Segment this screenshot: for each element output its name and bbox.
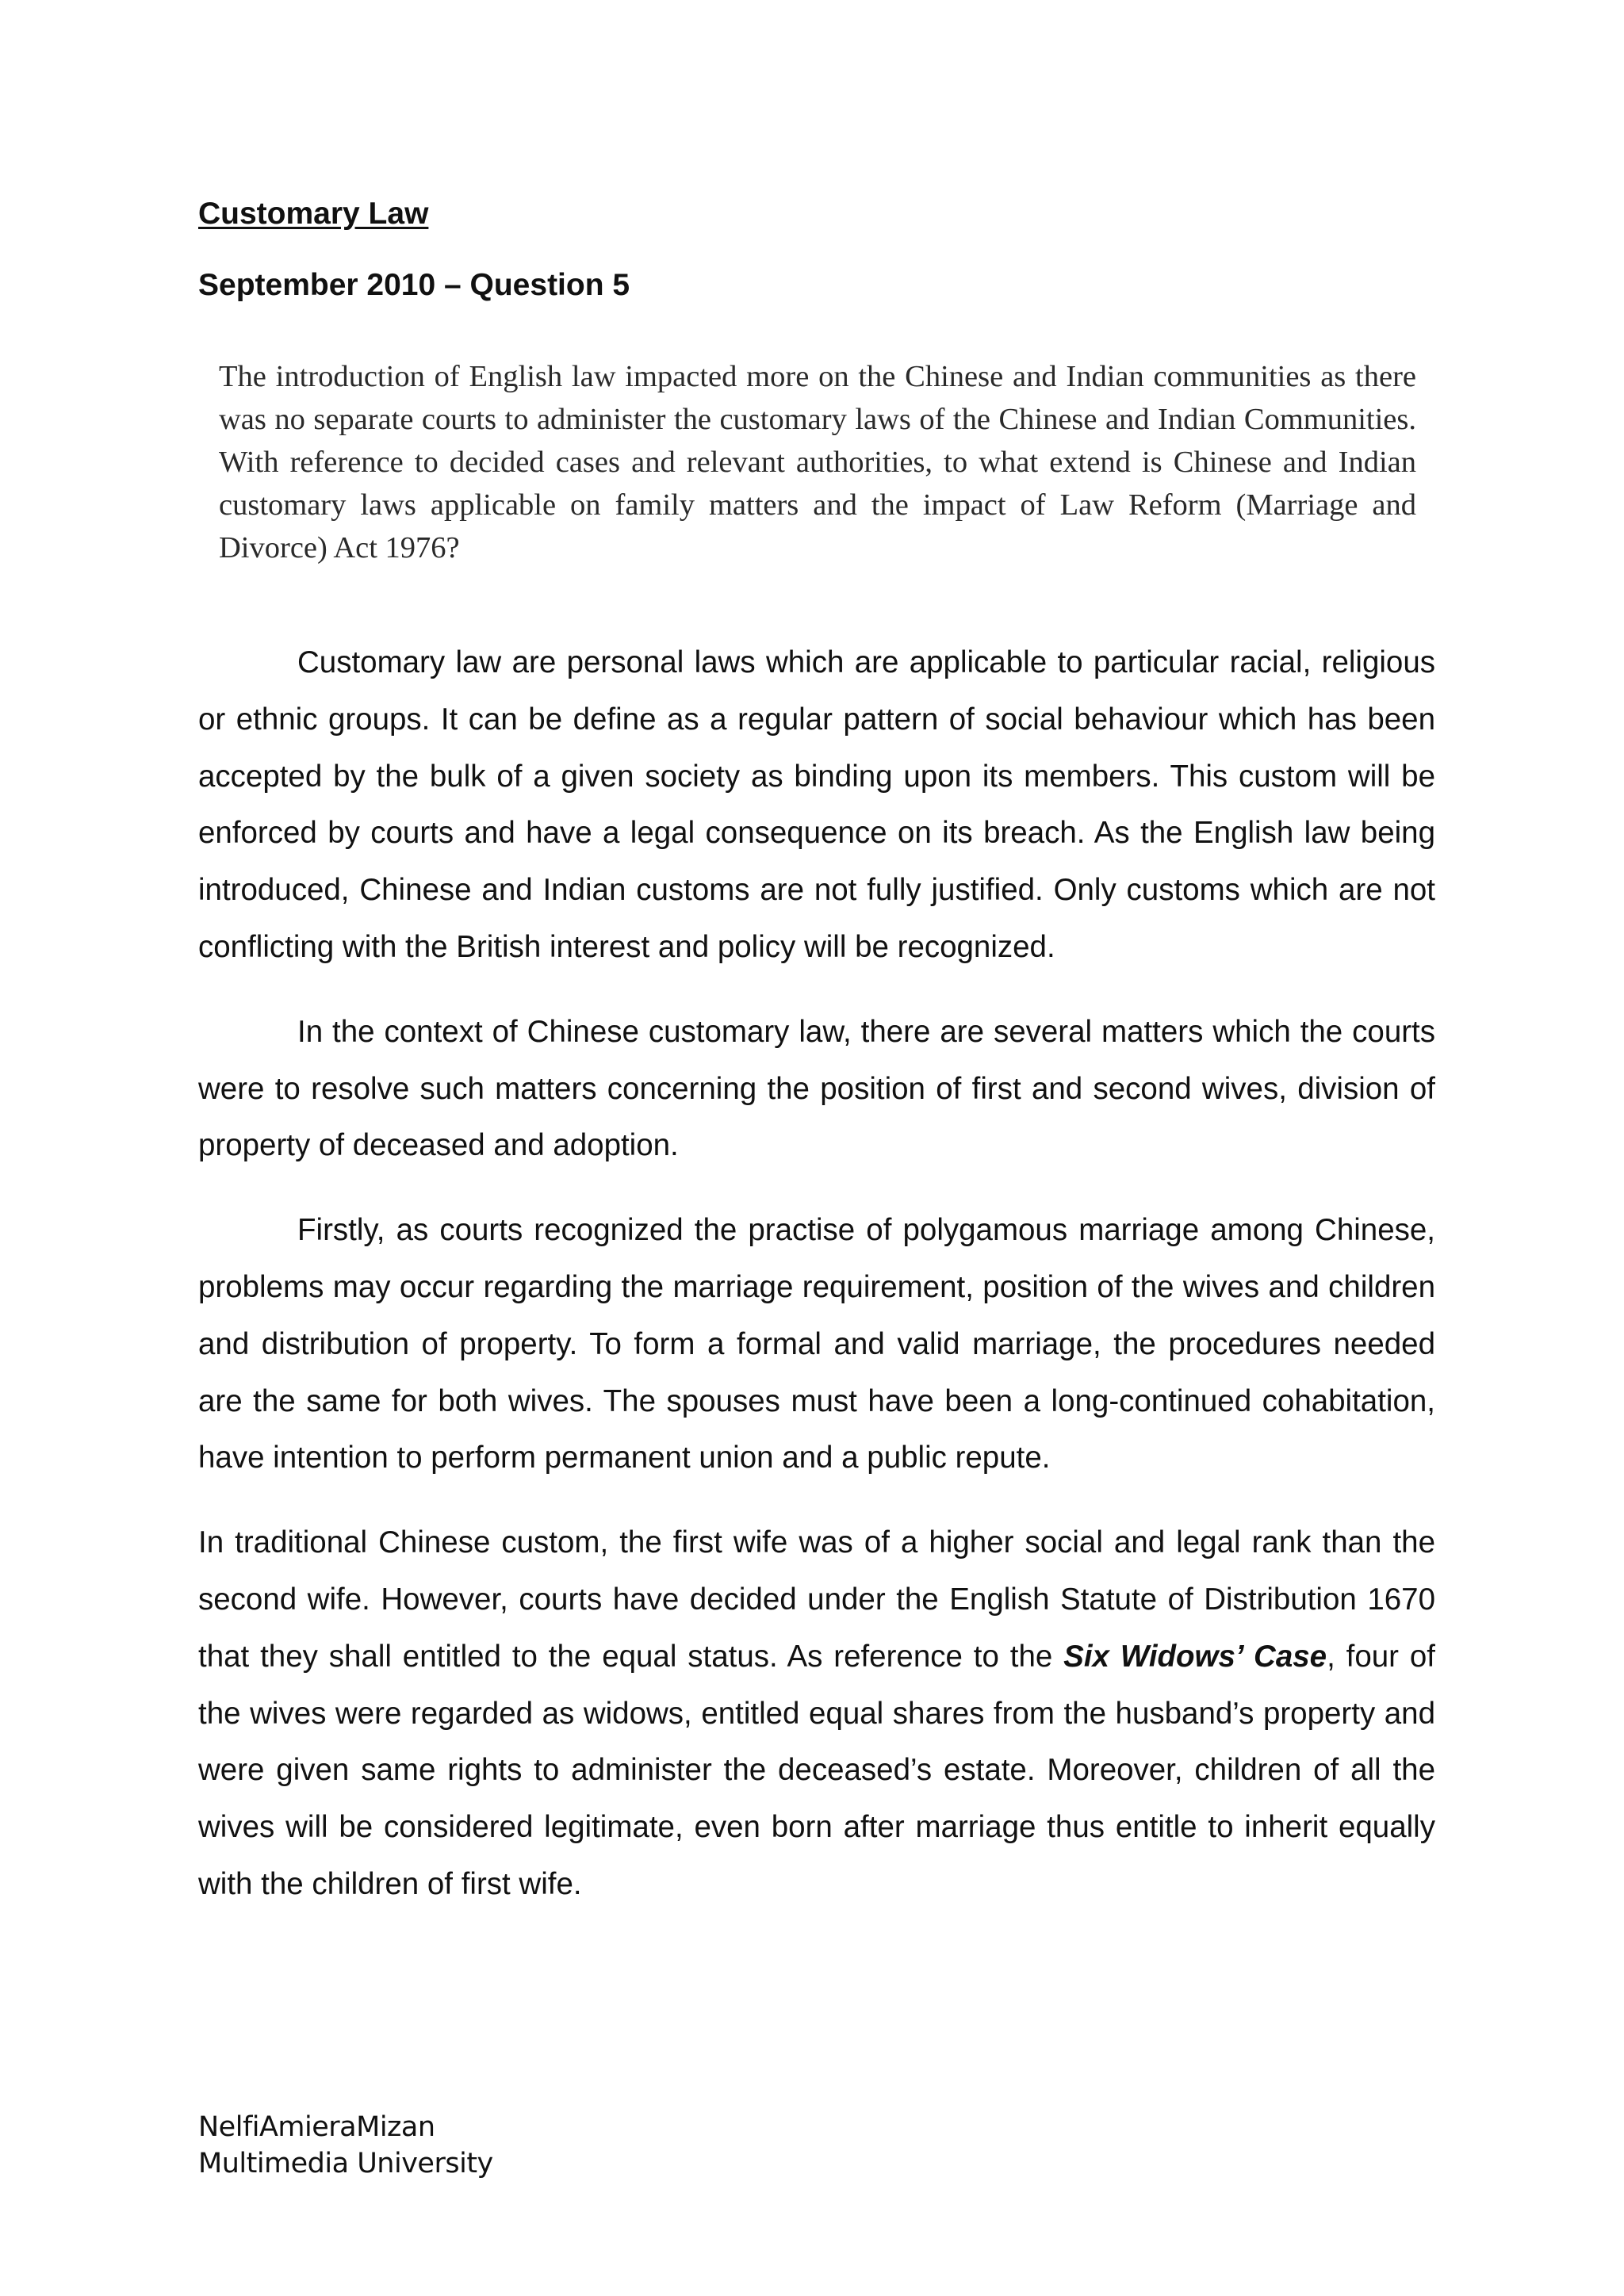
document-title: Customary Law bbox=[198, 197, 429, 231]
paragraph-4-text-before: In traditional Chinese custom, the first wife was of a higher social and legal rank than the second wife. However, courts have decided under the English Statute of Distribution 1670 that they shall entitled to the equal status. As reference to the bbox=[198, 1525, 1435, 1674]
footer-institution: Multimedia University bbox=[198, 2148, 493, 2179]
paragraph-4-text-after: , four of the wives were regarded as widows, entitled equal shares from the husband’s property and were given same rights to administer the deceased’s estate. Moreover, children of all the wives will be considered legitimate, even born after marriage thus entitle to inherit equally with the children of first wife. bbox=[198, 1639, 1435, 1901]
paragraph-2: In the context of Chinese customary law, there are several matters which the courts were to resolve such matters concerning the position of first and second wives, division of property of deceased and adoption. bbox=[198, 1014, 1435, 1163]
question-excerpt: The introduction of English law impacted more on the Chinese and Indian communities as there was no separate courts to administer the customary laws of the Chinese and Indian Communities. With reference to decided cases and relevant authorities, to what extend is Chinese and Indian customary laws applicable on family matters and the impact of Law Reform (Marriage and Divorce) Act 1976? bbox=[219, 360, 1416, 564]
footer bbox=[198, 2109, 493, 2182]
paragraph-1: Customary law are personal laws which are applicable to particular racial, religious or ethnic groups. It can be define as a regular pattern of social behaviour which has been accepted by the bulk of a given society as binding upon its members. This custom will be enforced by courts and have a legal consequence on its breach. As the English law being introduced, Chinese and Indian customs are not fully justified. Only customs which are not conflicting with the British interest and policy will be recognized. bbox=[198, 645, 1435, 964]
answer-body bbox=[198, 634, 1435, 1941]
paragraph-3: Firstly, as courts recognized the practise of polygamous marriage among Chinese, problems may occur regarding the marriage requirement, position of the wives and children and distribution of property. To form a formal and valid marriage, the procedures needed are the same for both wives. The spouses must have been a long-continued cohabitation, have intention to perform permanent union and a public repute. bbox=[198, 1213, 1435, 1475]
footer-author: NelfiAmieraMizan bbox=[198, 2111, 435, 2143]
paragraph-4 bbox=[198, 1514, 1435, 1913]
case-name: Six Widows’ Case bbox=[1063, 1639, 1327, 1674]
document-page bbox=[198, 0, 1435, 2296]
document-subtitle: September 2010 – Question 5 bbox=[198, 268, 630, 302]
